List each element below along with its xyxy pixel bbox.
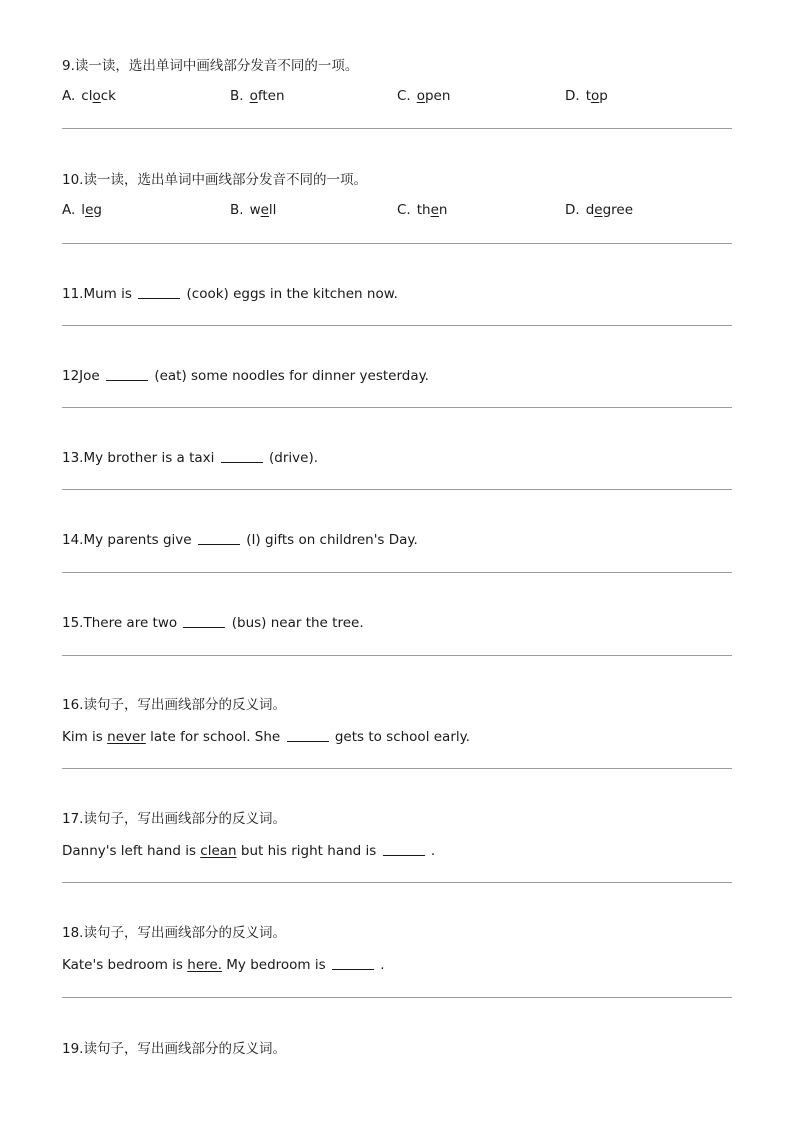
word-part: d	[585, 202, 595, 218]
option-letter: D.	[565, 88, 580, 104]
question-text: 11.Mum is	[62, 286, 132, 302]
separator-line	[62, 768, 732, 769]
question-text: (cook) eggs in the kitchen now.	[186, 286, 398, 302]
option-a[interactable]	[62, 202, 102, 218]
separator-line	[62, 243, 732, 244]
underlined-word: here.	[187, 957, 222, 973]
question-text: 14.My parents give	[62, 532, 192, 548]
sentence-text: Kate's bedroom is	[62, 957, 183, 973]
word-part: th	[416, 202, 431, 218]
underlined-letter: o	[590, 88, 600, 104]
word-part: ck	[100, 88, 116, 104]
option-row	[62, 88, 732, 108]
question-10	[62, 170, 732, 222]
word-part: pen	[424, 88, 451, 104]
question-13	[62, 448, 732, 468]
sentence-text: Danny's left hand is	[62, 843, 196, 859]
separator-line	[62, 882, 732, 883]
separator-line	[62, 325, 732, 326]
question-19	[62, 1039, 732, 1059]
sentence-text: late for school. She	[150, 729, 281, 745]
separator-line	[62, 655, 732, 656]
question-12	[62, 366, 732, 386]
separator-line	[62, 572, 732, 573]
option-letter: A.	[62, 202, 76, 218]
word-part: w	[249, 202, 261, 218]
underlined-letter: e	[594, 202, 603, 218]
underlined-word: clean	[200, 843, 237, 859]
question-16	[62, 695, 732, 747]
question-text: (I) gifts on children's Day.	[246, 532, 418, 548]
question-text: (bus) near the tree.	[231, 615, 364, 631]
word-part: ll	[268, 202, 277, 218]
question-17	[62, 809, 732, 861]
option-letter: B.	[230, 202, 244, 218]
answer-blank[interactable]	[198, 531, 240, 545]
answer-blank[interactable]	[106, 367, 148, 381]
word-part: gree	[602, 202, 634, 218]
option-b[interactable]	[230, 88, 285, 104]
option-row	[62, 202, 732, 222]
separator-line	[62, 407, 732, 408]
question-prompt: 19.读句子，写出画线部分的反义词。	[62, 1041, 286, 1057]
question-prompt: 9.读一读，选出单词中画线部分发音不同的一项。	[62, 58, 359, 74]
question-prompt: 18.读句子，写出画线部分的反义词。	[62, 925, 286, 941]
word-part: cl	[81, 88, 93, 104]
word-part: g	[93, 202, 102, 218]
option-letter: A.	[62, 88, 76, 104]
sentence-text: .	[380, 957, 385, 973]
answer-blank[interactable]	[287, 728, 329, 742]
question-text: 13.My brother is a taxi	[62, 450, 215, 466]
word-part: t	[585, 88, 591, 104]
question-prompt: 17.读句子，写出画线部分的反义词。	[62, 811, 286, 827]
question-prompt: 16.读句子，写出画线部分的反义词。	[62, 697, 286, 713]
answer-blank[interactable]	[383, 842, 425, 856]
underlined-letter: e	[85, 202, 94, 218]
sentence-text: My bedroom is	[226, 957, 326, 973]
question-11	[62, 284, 732, 304]
option-a[interactable]	[62, 88, 116, 104]
option-d[interactable]	[565, 88, 608, 104]
sentence-text: but his right hand is	[240, 843, 377, 859]
option-c[interactable]	[397, 88, 450, 104]
sentence-text: gets to school early.	[334, 729, 470, 745]
word-part: l	[81, 202, 86, 218]
option-d[interactable]	[565, 202, 633, 218]
answer-blank[interactable]	[332, 956, 374, 970]
sentence-text: Kim is	[62, 729, 103, 745]
question-18	[62, 923, 732, 975]
option-letter: D.	[565, 202, 580, 218]
underlined-letter: o	[249, 88, 258, 104]
question-14	[62, 530, 732, 550]
question-15	[62, 613, 732, 633]
underlined-letter: o	[92, 88, 101, 104]
answer-blank[interactable]	[138, 285, 180, 299]
option-letter: C.	[397, 88, 411, 104]
underlined-letter: e	[260, 202, 269, 218]
question-prompt: 10.读一读，选出单词中画线部分发音不同的一项。	[62, 172, 367, 188]
separator-line	[62, 489, 732, 490]
separator-line	[62, 128, 732, 129]
option-letter: C.	[397, 202, 411, 218]
question-text: 15.There are two	[62, 615, 178, 631]
answer-blank[interactable]	[221, 449, 263, 463]
separator-line	[62, 997, 732, 998]
underlined-letter: o	[416, 88, 425, 104]
underlined-letter: e	[430, 202, 439, 218]
word-part: ften	[257, 88, 285, 104]
answer-blank[interactable]	[183, 614, 225, 628]
option-c[interactable]	[397, 202, 447, 218]
sentence-text: .	[430, 843, 436, 859]
word-part: n	[438, 202, 448, 218]
question-text: (eat) some noodles for dinner yesterday.	[154, 368, 429, 384]
word-part: p	[599, 88, 608, 104]
question-text: (drive).	[269, 450, 319, 466]
option-b[interactable]	[230, 202, 276, 218]
question-text: 12Joe	[62, 368, 100, 384]
option-letter: B.	[230, 88, 244, 104]
question-9	[62, 56, 732, 108]
underlined-word: never	[107, 729, 146, 745]
